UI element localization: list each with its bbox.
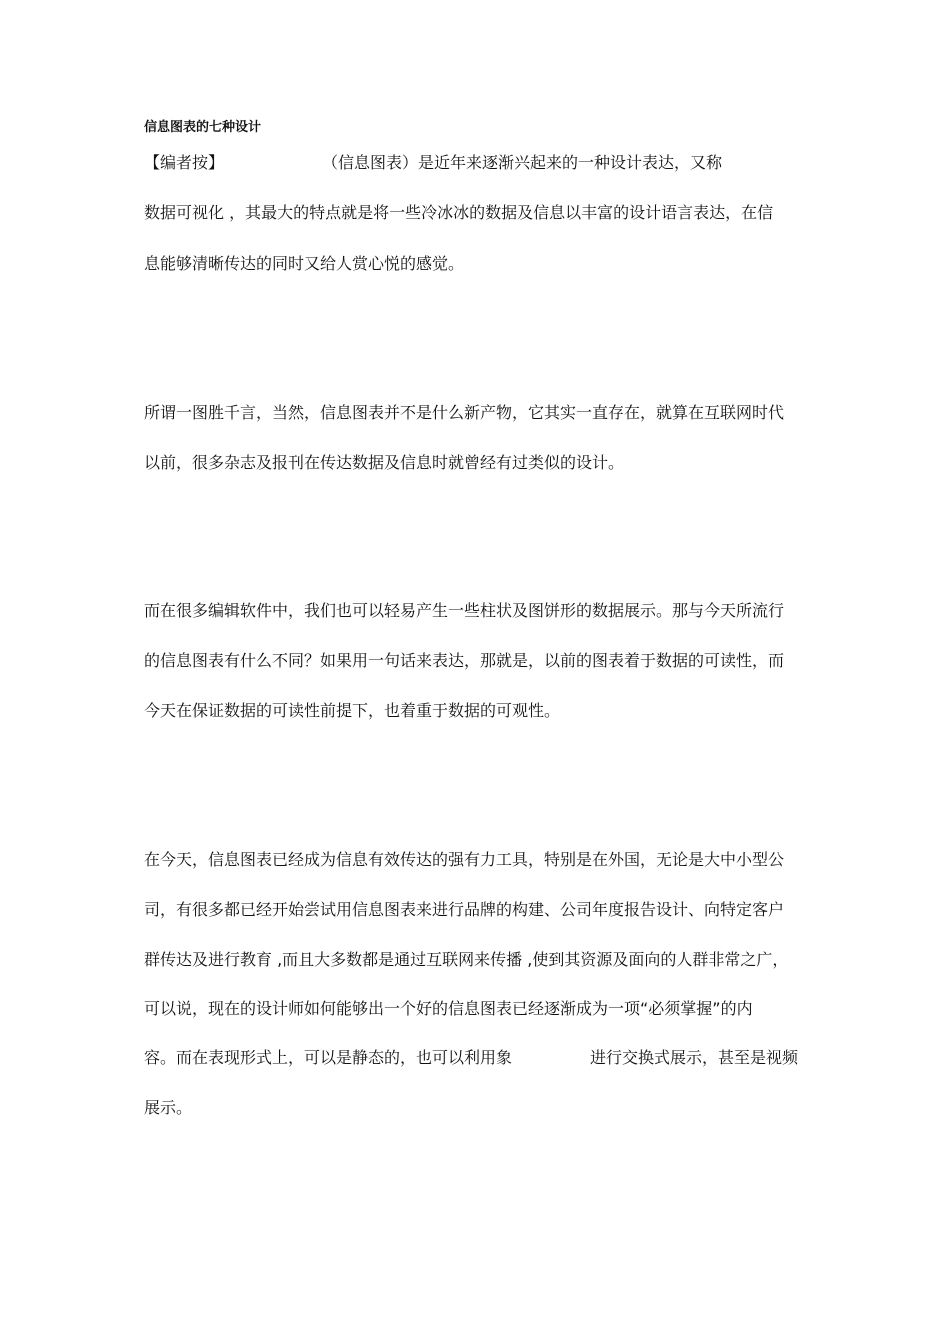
paragraph-4-line-1: 在今天，信息图表已经成为信息有效传达的强有力工具，特别是在外国，无论是大中小型公: [144, 850, 785, 869]
paragraph-4-line-5-end: 进行交换式展示，甚至是视频: [590, 1048, 799, 1067]
paragraph-3-line-2: 的信息图表有什么不同？如果用一句话来表达，那就是，以前的图表着于数据的可读性，而: [144, 651, 785, 670]
paragraph-1-line-2: 数据可视化 ，其最大的特点就是将一些冷冰冰的数据及信息以丰富的设计语言表达，在信: [144, 203, 774, 222]
editor-note-label: 【编者按】: [144, 153, 225, 172]
paragraph-4-line-5-start: 容。而在表现形式上，可以是静态的，也可以利用象: [144, 1048, 513, 1067]
paragraph-3-line-1: 而在很多编辑软件中，我们也可以轻易产生一些柱状及图饼形的数据展示。那与今天所流行: [144, 601, 785, 620]
paragraph-1-line-1: [144, 152, 764, 174]
paragraph-4-line-6: 展示。: [144, 1098, 193, 1117]
paragraph-2-line-2: 以前，很多杂志及报刊在传达数据及信息时就曾经有过类似的设计。: [144, 453, 625, 472]
document-title: 信息图表的七种设计: [144, 120, 262, 135]
paragraph-1-line-3: 息能够清晰传达的同时又给人赏心悦的感觉。: [144, 254, 465, 273]
paragraph-2-line-1: 所谓一图胜千言，当然，信息图表并不是什么新产物，它其实一直存在，就算在互联网时代: [144, 403, 785, 422]
paragraph-1-line-1-text: （信息图表）是近年来逐渐兴起来的一种设计表达，又称: [322, 153, 723, 172]
paragraph-4-line-2: 司，有很多都已经开始尝试用信息图表来进行品牌的构建、公司年度报告设计、向特定客户: [144, 900, 785, 919]
paragraph-4-line-4: 可以说，现在的设计师如何能够出一个好的信息图表已经逐渐成为一项“必须掌握”的内: [144, 999, 753, 1018]
paragraph-4-line-3: 群传达及进行教育 ,而且大多数都是通过互联网来传播 ,使到其资源及面向的人群非常之广，: [144, 950, 789, 969]
paragraph-4-line-5: [144, 1047, 814, 1069]
paragraph-3-line-3: 今天在保证数据的可读性前提下，也着重于数据的可观性。: [144, 701, 561, 720]
